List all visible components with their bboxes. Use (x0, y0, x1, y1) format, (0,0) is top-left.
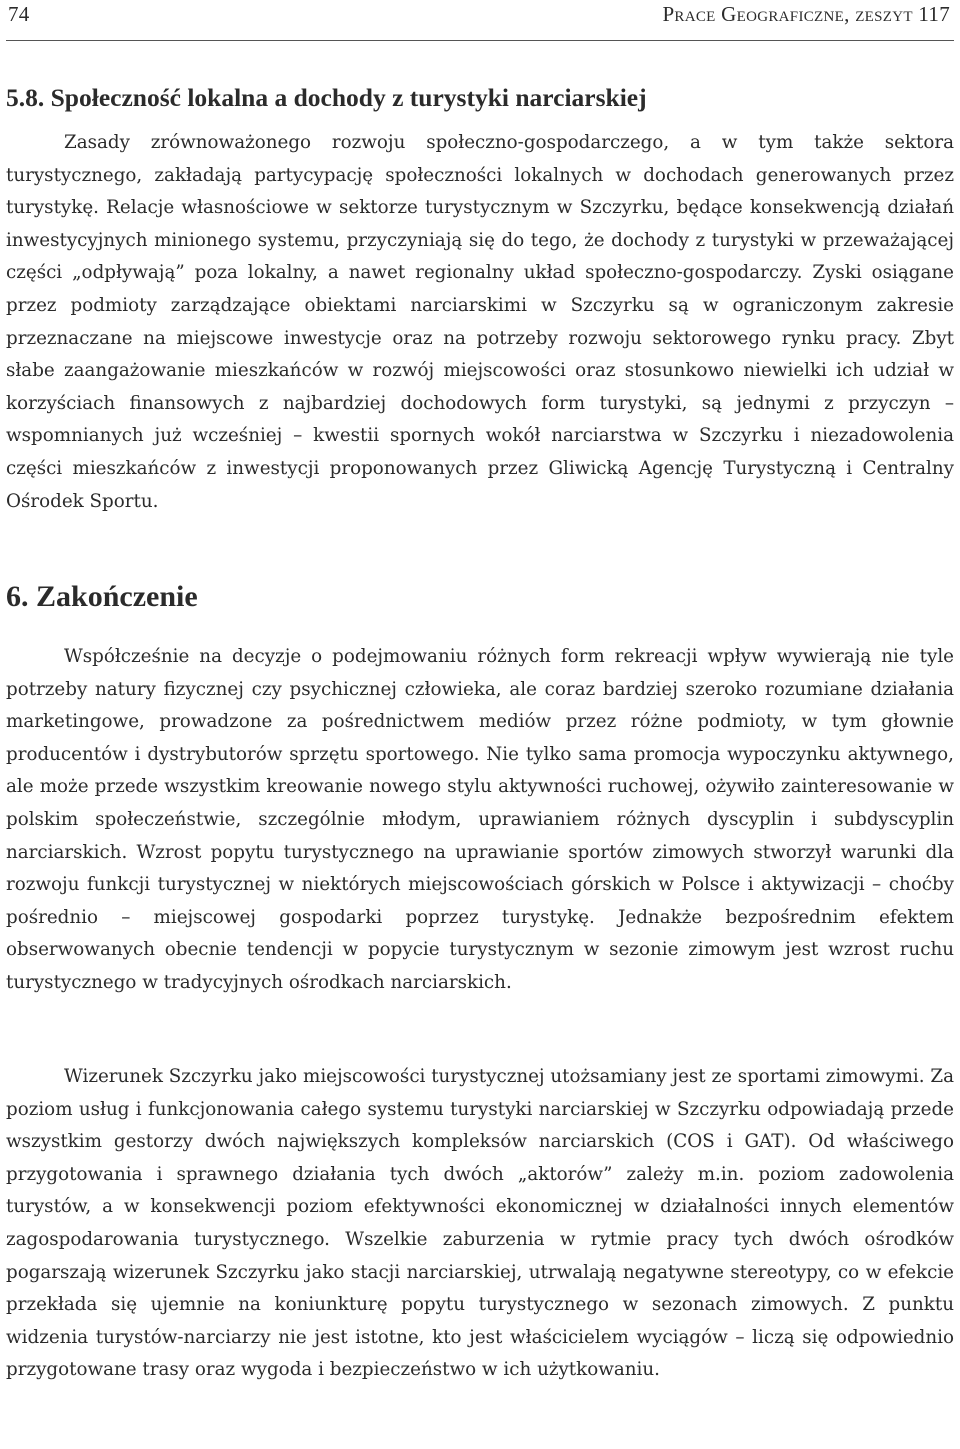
running-header (6, 0, 954, 41)
section-heading: 5.8. Społeczność lokalna a dochody z turystyki narciarskiej (6, 83, 647, 112)
body-paragraph: Zasady zrównoważonego rozwoju społeczno-gospodarczego, a w tym także sektora turystycznego, zakładają partycypację społeczności lokalnych w dochodach generowanych przez turystykę. Relacje własnościowe w sektorze turystycznym w Szczyrku, będące konsekwencją działań inwestycyjnych minionego systemu, przyczyniają się do tego, że dochody z turystyki w przeważającej części „odpływają” poza lokalny, a nawet regionalny układ społeczno-gospodarczy. Zyski osiągane przez podmioty zarządzające obiektami narciarskimi w Szczyrku są w ograniczonym zakresie przeznaczane na miejscowe inwestycje oraz na potrzeby rozwoju sektorowego rynku pracy. Zbyt słabe zaangażowanie mieszkańców w rozwój miejscowości oraz stosunkowo niewielki ich udział w korzyściach finansowych z najbardziej dochodowych form turystyki, są jednymi z przyczyn – wspomnianych już wcześniej – kwestii spornych wokół narciarstwa w Szczyrku i niezadowolenia części mieszkańców z inwestycji proponowanych przez Gliwicką Agencję Turystyczną i Centralny Ośrodek Sportu. (6, 132, 954, 512)
document-page (6, 0, 954, 1381)
body-paragraph: Wizerunek Szczyrku jako miejscowości turystycznej utożsamiany jest ze sportami zimowymi. Za poziom usług i funkcjonowania całego systemu turystyki narciarskiej w Szczyrku odpowiadają przede wszystkim gestorzy dwóch największych kompleksów narciarskich (COS i GAT). Od właściwego przygotowania i sprawnego działania tych dwóch „aktorów” zależy m.in. poziom zadowolenia turystów, a w konsekwencji poziom efektywności ekonomicznej w działalności innych elementów zagospodarowania turystycznego. Wszelkie zaburzenia w rytmie pracy tych dwóch ośrodków pogarszają wizerunek Szczyrku jako stacji narciarskiej, utrwalają negatywne stereotypy, co w efekcie przekłada się ujemnie na koniunkturę popytu turystycznego w sezonach zimowych. Z punktu widzenia turystów-narciarzy nie jest istotne, kto jest właścicielem wyciągów – liczą się odpowiednio przygotowane trasy oraz wygoda i bezpieczeństwo w ich użytkowaniu. (6, 1066, 954, 1381)
body-paragraph: Współcześnie na decyzje o podejmowaniu różnych form rekreacji wpływ wywierają nie tyle potrzeby natury fizycznej czy psychicznej człowieka, ale coraz bardziej szeroko rozumiane działania marketingowe, prowadzone za pośrednictwem mediów przez różne podmioty, w tym głownie producentów i dystrybutorów sprzętu sportowego. Nie tylko sama promocja wypoczynku aktywnego, ale może przede wszystkim kreowanie nowego stylu aktywności ruchowej, ożywiło zainteresowanie w polskim społeczeństwie, szczególnie młodym, uprawianiem różnych dyscyplin i subdyscyplin narciarskich. Wzrost popytu turystycznego na uprawianie sportów zimowych stworzył warunki dla rozwoju funkcji turystycznej w niektórych miejscowościach górskich w Polsce i aktywizacji – choćby pośrednio – miejscowej gospodarki poprzez turystykę. Jednakże bezpośrednim efektem obserwowanych obecnie tendencji w popycie turystycznym w sezonie zimowym jest wzrost ruchu turystycznego w tradycyjnych ośrodkach narciarskich. (6, 646, 954, 993)
chapter-heading: 6. Zakończenie (6, 580, 198, 613)
page-number: 74 (8, 2, 30, 26)
journal-title: Prace Geograficzne, zeszyt 117 (662, 2, 950, 26)
